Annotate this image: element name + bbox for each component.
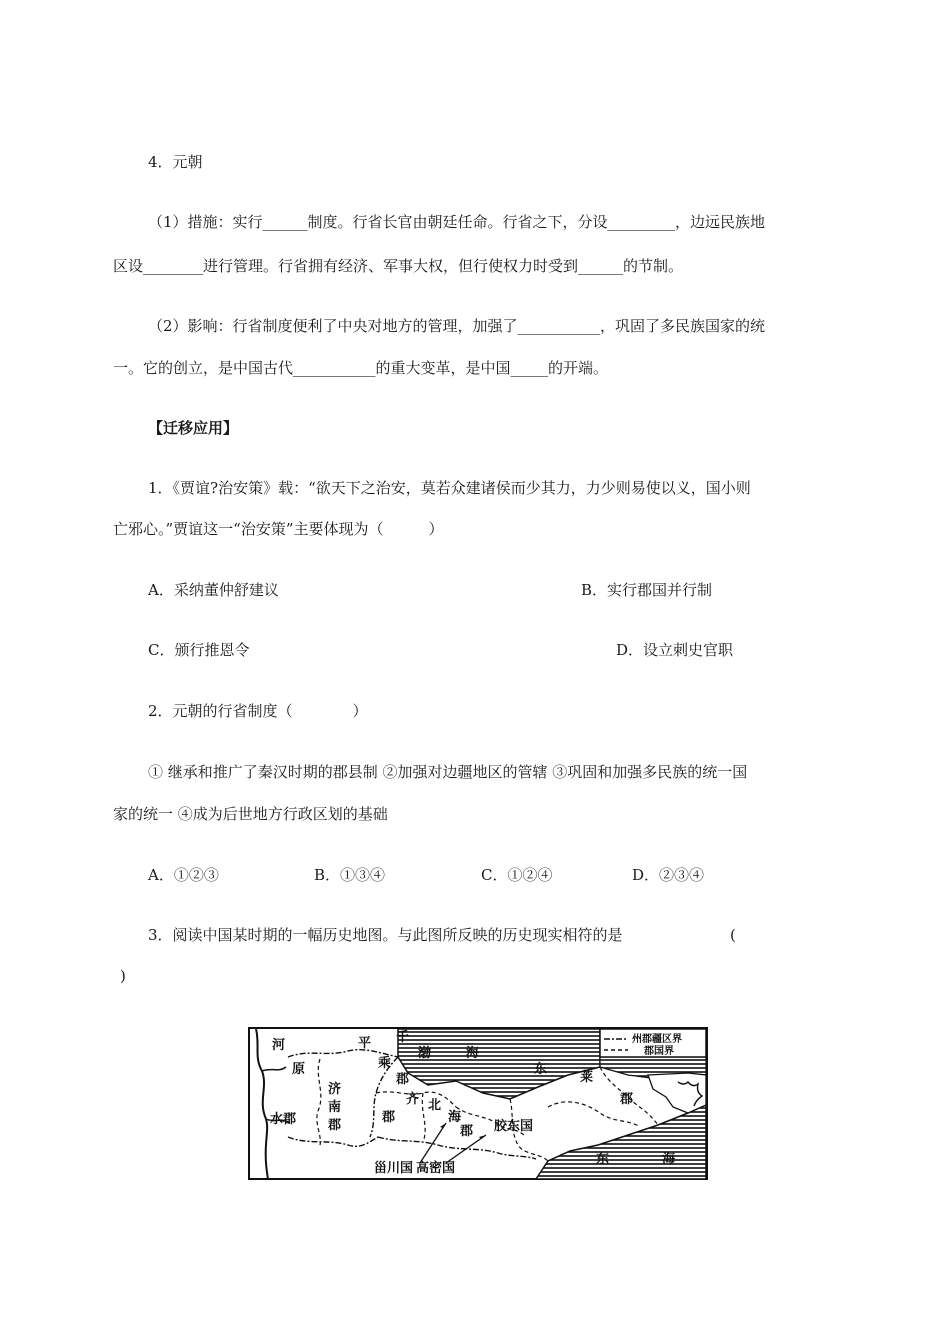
q3-paren-open: (: [730, 926, 736, 944]
q2-stem: 2．元朝的行省制度（ ）: [148, 702, 368, 720]
label-jiaodong: 胶东国: [494, 1119, 534, 1134]
q1-stem-line-2: 亡邪心。”贾谊这一“治安策”主要体现为（ ）: [113, 520, 444, 538]
measures-line-2: 区设________进行管理。行省拥有经济、军事大权，但行使权力时受到______的节制。: [113, 257, 684, 275]
label-jun-1: 郡: [396, 1072, 410, 1087]
label-donghai-2: 海: [662, 1152, 676, 1167]
label-zichuan: 甾川国: [374, 1161, 414, 1176]
label-qi: 齐: [406, 1092, 420, 1107]
measures-line-1: （1）措施：实行______制度。行省长官由朝廷任命。行省之下，分设_________，边远民族地: [148, 213, 766, 231]
application-title: 【迁移应用】: [148, 419, 239, 437]
label-lai: 莱: [580, 1070, 594, 1085]
q1-option-c[interactable]: C．颁行推恩令: [148, 641, 250, 659]
legend-prefecture-boundary: 州郡疆区界: [632, 1034, 682, 1045]
q1-option-a[interactable]: A．采纳董仲舒建议: [148, 581, 279, 599]
label-hai-2: 海: [466, 1046, 480, 1061]
q2-statements-line-1: ① 继承和推广了秦汉时期的郡县制 ②加强对边疆地区的管辖 ③巩固和加强多民族的统一国: [148, 763, 748, 781]
q1-option-b[interactable]: B．实行郡国并行制: [581, 581, 713, 599]
q3-stem: 3．阅读中国某时期的一幅历史地图。与此图所反映的历史现实相符的是: [148, 926, 623, 944]
label-jun-4: 郡: [620, 1092, 634, 1107]
q2-option-b[interactable]: B．①③④: [314, 866, 386, 884]
label-cheng: 乘: [378, 1056, 392, 1071]
label-yuan: 原: [292, 1062, 306, 1077]
q2-statements-line-2: 家的统一 ④成为后世地方行政区划的基础: [113, 805, 388, 823]
q3-paren-close: ): [120, 967, 126, 985]
q2-option-a[interactable]: A．①②③: [148, 866, 219, 884]
label-hai-1: 海: [448, 1110, 462, 1125]
label-jinan-3: 郡: [328, 1118, 342, 1133]
q1-stem-line-1: 1．《贾谊?治安策》载：“欲天下之治安，莫若众建诸侯而少其力，力少则易使以义，国小则: [148, 479, 751, 497]
impact-line-1: （2）影响：行省制度便利了中央对地方的管理，加强了___________，巩固了多民族国家的统: [148, 317, 766, 335]
label-he: 河: [272, 1038, 286, 1053]
label-jinan-2: 南: [328, 1100, 342, 1115]
q1-option-d[interactable]: D．设立刺史官职: [616, 641, 734, 659]
label-jinan-1: 济: [328, 1082, 342, 1097]
label-jun-3: 郡: [460, 1124, 474, 1139]
q2-option-d[interactable]: D．②③④: [632, 866, 705, 884]
label-gaomi: 高密国: [416, 1161, 456, 1176]
label-ping: 平: [358, 1036, 372, 1051]
label-dong: 东: [534, 1062, 548, 1077]
historical-map: [248, 1027, 708, 1180]
legend-commandery-boundary: 郡国界: [644, 1046, 674, 1057]
label-bo: 渤: [418, 1046, 432, 1061]
q2-option-c[interactable]: C．①②④: [481, 866, 553, 884]
label-shuijun: 水郡: [270, 1112, 297, 1127]
label-donghai-1: 东: [596, 1152, 610, 1167]
label-bei: 北: [428, 1098, 442, 1113]
impact-line-2: 一。它的创立，是中国古代___________的重大变革，是中国_____的开端。: [113, 359, 609, 377]
label-qian: 千: [396, 1030, 410, 1045]
section-heading: 4．元朝: [148, 153, 203, 171]
label-jun-2: 郡: [382, 1110, 396, 1125]
